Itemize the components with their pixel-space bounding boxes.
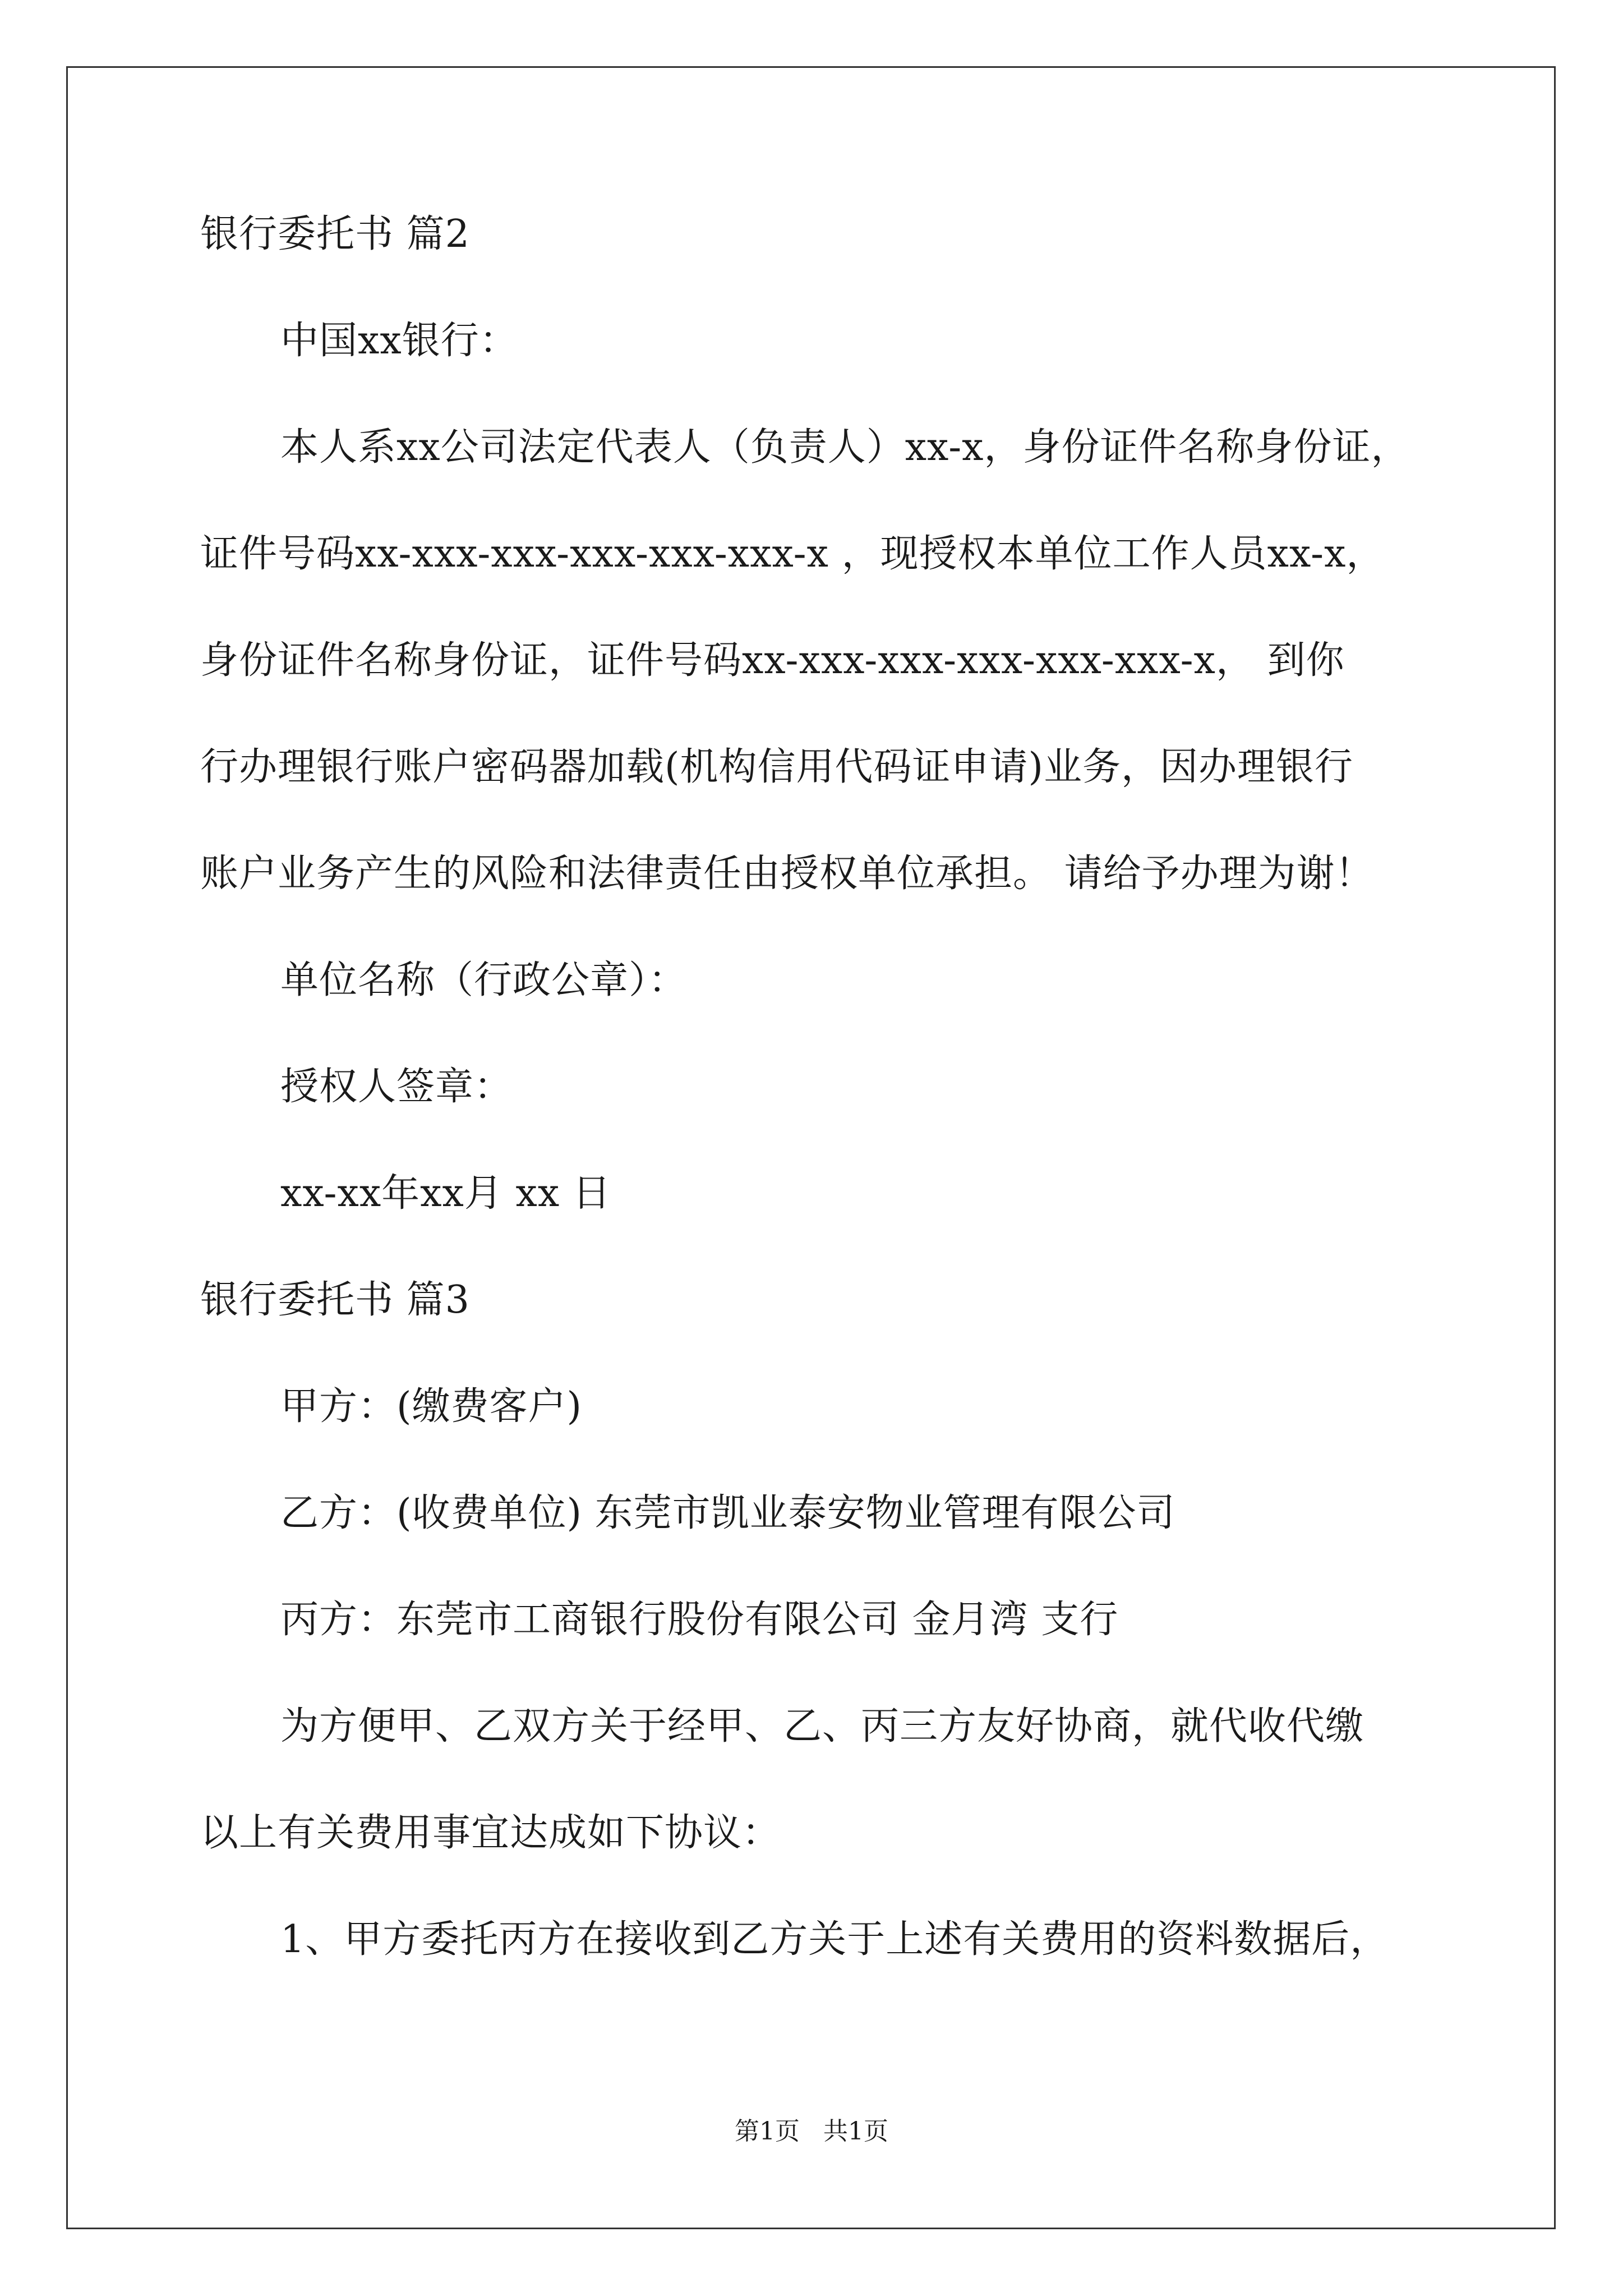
party-a: 甲方：(缴费客户) [280, 1384, 583, 1429]
section-heading-2: 银行委托书 篇2 [200, 212, 470, 256]
body-text: 为方便甲、乙双方关于经甲、乙、丙三方友好协商，就代收代缴 [280, 1704, 1364, 1749]
authorizer-signature-field: 授权人签章： [280, 1065, 513, 1109]
section-heading-3: 银行委托书 篇3 [200, 1278, 470, 1322]
clause-1: 1、甲方委托丙方在接收到乙方关于上述有关费用的资料数据后， [280, 1917, 1389, 1962]
addressee: 中国xx银行： [280, 319, 518, 363]
body-text: 证件号码xx-xxx-xxx-xxx-xxx-xxx-x ，现授权本单位工作人员xx-x， [200, 532, 1385, 576]
page-footer: 第1页 共1页 [735, 2117, 888, 2146]
party-b: 乙方：(收费单位) 东莞市凯业泰安物业管理有限公司 [280, 1491, 1175, 1535]
body-text: 账户业务产生的风险和法律责任由授权单位承担。 请给予办理为谢！ [200, 852, 1374, 896]
body-text: 身份证件名称身份证，证件号码xx-xxx-xxx-xxx-xxx-xxx-x， 到你 [200, 638, 1345, 683]
unit-name-field: 单位名称（行政公章）： [280, 958, 688, 1002]
body-text: 以上有关费用事宜达成如下协议： [200, 1811, 781, 1855]
body-text: 本人系xx公司法定代表人（负责人）xx-x，身份证件名称身份证， [280, 425, 1410, 470]
party-c: 丙方：东莞市工商银行股份有限公司 金月湾 支行 [280, 1598, 1119, 1642]
body-text: 行办理银行账户密码器加载(机构信用代码证申请)业务，因办理银行 [200, 745, 1354, 789]
date-field: xx-xx年xx月 xx 日 [280, 1171, 611, 1216]
page-frame [66, 66, 1556, 2229]
